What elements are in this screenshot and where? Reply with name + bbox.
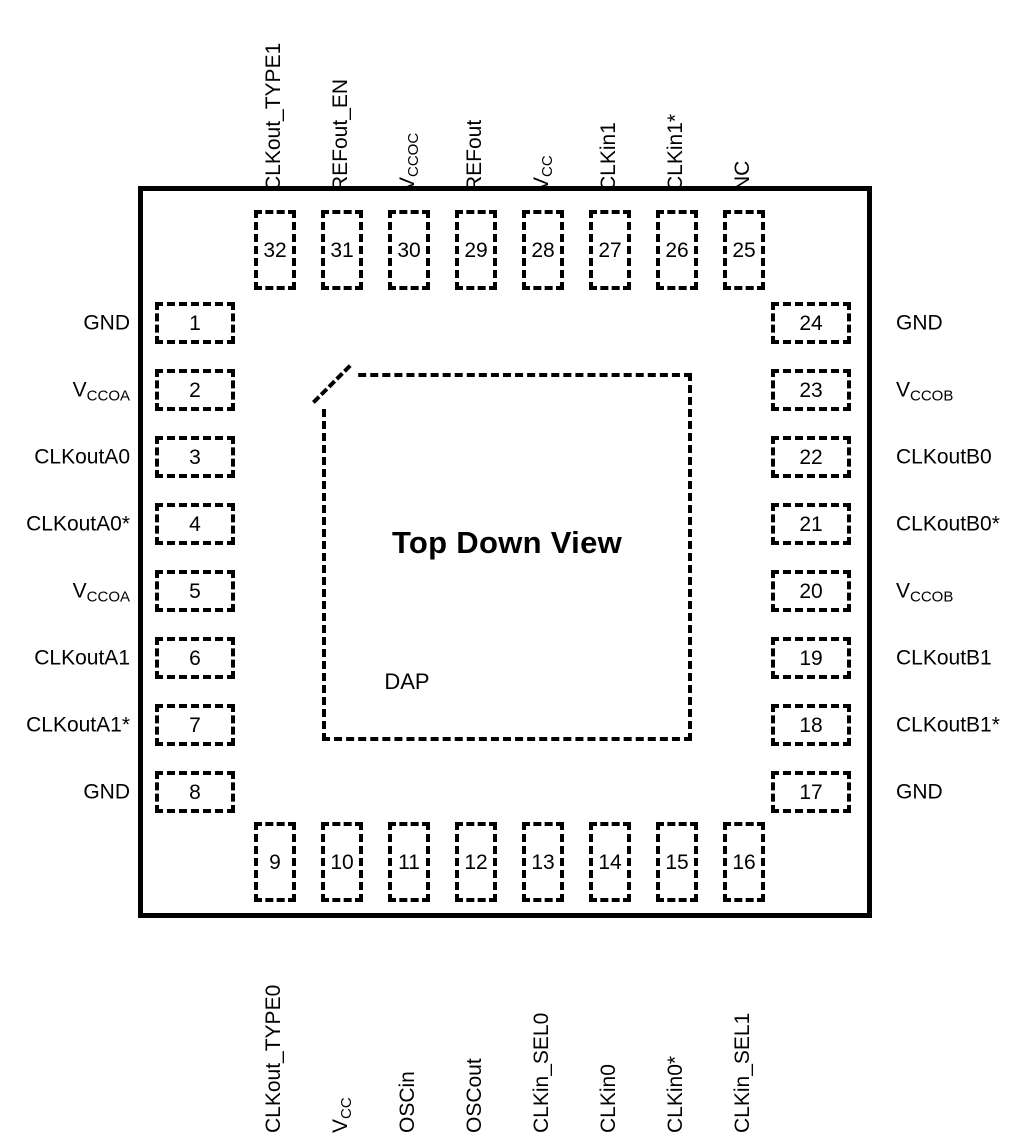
pin-15[interactable] — [656, 822, 698, 902]
pin-label-25: NC — [731, 160, 754, 191]
dap-label: DAP — [384, 669, 430, 694]
pin-number: 14 — [598, 850, 622, 874]
pin-9[interactable] — [254, 822, 296, 902]
pin-17[interactable] — [771, 771, 851, 813]
pin-16[interactable] — [723, 822, 765, 902]
pin-24[interactable] — [771, 302, 851, 344]
pin-label-31: REFout_EN — [329, 78, 352, 191]
pin-12[interactable] — [455, 822, 497, 902]
pin-label-1: GND — [83, 311, 130, 335]
pin-2[interactable] — [155, 369, 235, 411]
pin-label-20: $V_{CCOB}$ — [896, 579, 954, 606]
pin-number: 18 — [799, 713, 823, 737]
pin-number: 23 — [799, 378, 823, 402]
pin-7[interactable] — [155, 704, 235, 746]
pin-label-23: $V_{CCOB}$ — [896, 378, 954, 405]
pin-20[interactable] — [771, 570, 851, 612]
pin-number: 15 — [665, 850, 689, 874]
pin-1[interactable] — [155, 302, 235, 344]
pin-label-13: CLKin_SEL0 — [530, 1012, 553, 1133]
pin-number: 2 — [189, 378, 201, 402]
pin-label-32: CLKout_TYPE1 — [262, 42, 285, 191]
pin-number: 3 — [189, 445, 201, 469]
pin-number: 21 — [799, 512, 823, 536]
pin-6[interactable] — [155, 637, 235, 679]
pin-14[interactable] — [589, 822, 631, 902]
pin-30[interactable] — [388, 210, 430, 290]
pin-label-15: CLKin0* — [664, 1055, 687, 1133]
pin-11[interactable] — [388, 822, 430, 902]
pin-label-8: GND — [83, 780, 130, 804]
pin-label-9: CLKout_TYPE0 — [262, 984, 285, 1133]
pin-22[interactable] — [771, 436, 851, 478]
pin-number: 32 — [263, 238, 287, 262]
pin-number: 22 — [799, 445, 823, 469]
pin-label-30: $V_{CCOC}$ — [396, 132, 422, 191]
pin-10[interactable] — [321, 822, 363, 902]
pin-label-6: CLKoutA1 — [34, 646, 130, 670]
pin-4[interactable] — [155, 503, 235, 545]
pin-label-26: CLKin1* — [664, 113, 687, 191]
pin-19[interactable] — [771, 637, 851, 679]
pin-number: 1 — [189, 311, 201, 335]
pin-label-18: CLKoutB1* — [896, 713, 1000, 737]
pin-label-21: CLKoutB0* — [896, 512, 1000, 536]
pin-label-3: CLKoutA0 — [34, 445, 130, 469]
pin-label-19: CLKoutB1 — [896, 646, 992, 670]
pin-number: 28 — [531, 238, 555, 262]
pin-number: 26 — [665, 238, 689, 262]
pin-label-28: $V_{CC}$ — [530, 155, 556, 191]
pin-number: 19 — [799, 646, 823, 670]
pin-number: 30 — [397, 238, 421, 262]
pin-3[interactable] — [155, 436, 235, 478]
page-title: Top Down View — [391, 525, 623, 560]
pin-number: 4 — [189, 512, 201, 536]
pin-number: 25 — [732, 238, 756, 262]
pin-27[interactable] — [589, 210, 631, 290]
pin-31[interactable] — [321, 210, 363, 290]
pin-number: 8 — [189, 780, 201, 804]
pin-number: 24 — [799, 311, 823, 335]
pin-5[interactable] — [155, 570, 235, 612]
pin-25[interactable] — [723, 210, 765, 290]
pin-number: 31 — [330, 238, 354, 262]
pin-label-7: CLKoutA1* — [26, 713, 130, 737]
pin-8[interactable] — [155, 771, 235, 813]
pin-number: 27 — [598, 238, 622, 262]
pin-21[interactable] — [771, 503, 851, 545]
pin-29[interactable] — [455, 210, 497, 290]
pin-number: 20 — [799, 579, 823, 603]
pin-label-17: GND — [896, 780, 943, 804]
pin-label-11: OSCin — [396, 1071, 419, 1133]
pin-label-5: $V_{CCOA}$ — [72, 579, 130, 606]
pin-32[interactable] — [254, 210, 296, 290]
pin-label-16: CLKin_SEL1 — [731, 1012, 754, 1133]
pin-23[interactable] — [771, 369, 851, 411]
pin-13[interactable] — [522, 822, 564, 902]
pin-number: 17 — [799, 780, 823, 804]
pin-number: 10 — [330, 850, 354, 874]
pin-label-29: REFout — [463, 119, 486, 191]
pin-number: 6 — [189, 646, 201, 670]
pin-label-14: CLKin0 — [597, 1064, 620, 1133]
pin-number: 13 — [531, 850, 555, 874]
pin-28[interactable] — [522, 210, 564, 290]
pin-label-12: OSCout — [463, 1058, 486, 1133]
pin-number: 12 — [464, 850, 488, 874]
pin-label-10: $V_{CC}$ — [329, 1097, 355, 1133]
pin-label-22: CLKoutB0 — [896, 445, 992, 469]
pin-26[interactable] — [656, 210, 698, 290]
pin-label-27: CLKin1 — [597, 122, 620, 191]
pin-18[interactable] — [771, 704, 851, 746]
pin-label-2: $V_{CCOA}$ — [72, 378, 130, 405]
pin-label-4: CLKoutA0* — [26, 512, 130, 536]
pin-number: 7 — [189, 713, 201, 737]
pin-number: 16 — [732, 850, 756, 874]
pin-number: 5 — [189, 579, 201, 603]
pin-number: 9 — [269, 850, 281, 874]
pin-number: 11 — [398, 850, 420, 874]
pin-number: 29 — [464, 238, 488, 262]
pin-label-24: GND — [896, 311, 943, 335]
dap-chamfer-corner — [316, 367, 358, 409]
